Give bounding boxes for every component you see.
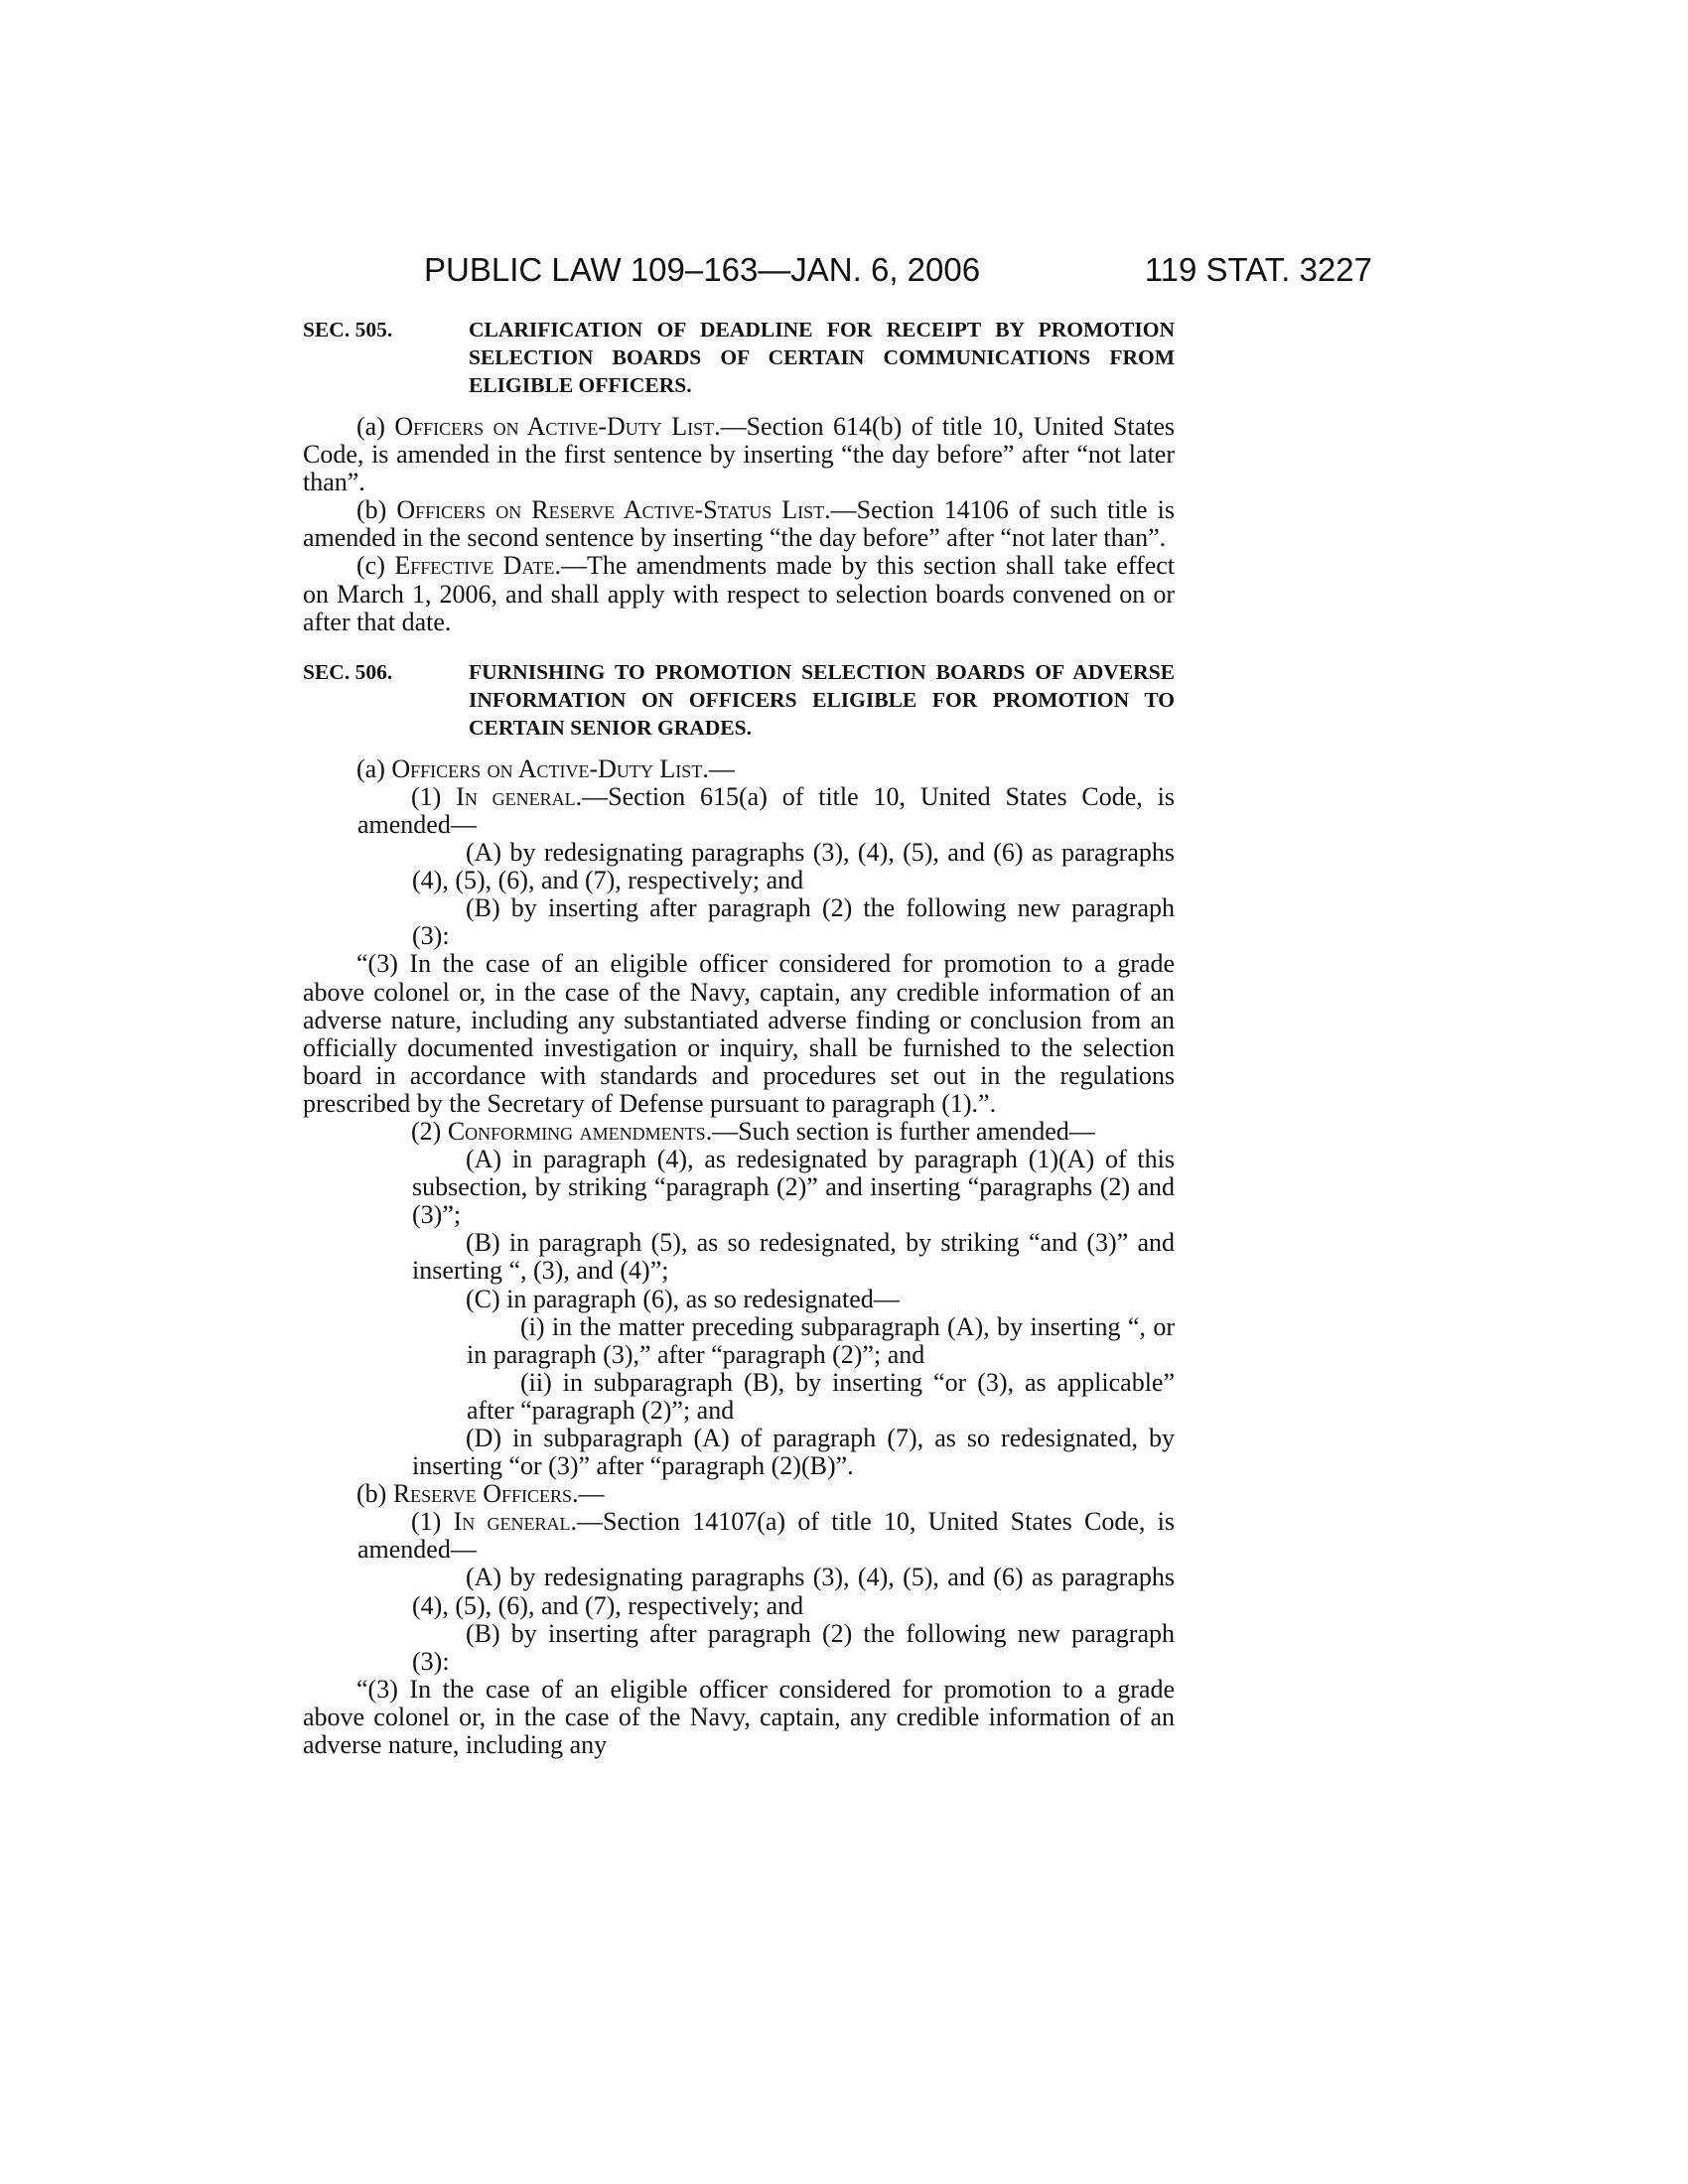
subsection-heading: Officers on Active-Duty List xyxy=(394,412,715,441)
clause-i: (i) in the matter preceding subparagraph (A), by inserting “, or in paragraph (3),” after “paragraph (2)”; and xyxy=(467,1311,1175,1369)
subsection-heading: Officers on Reserve Active-Status List xyxy=(396,495,825,525)
section-title: CLARIFICATION OF DEADLINE FOR RECEIPT BY PROMOTION SELECTION BOARDS OF CERTAIN COMMUNICATIONS FROM ELIGIBLE OFFICERS. xyxy=(469,318,1175,397)
paragraph-heading: In general xyxy=(456,781,576,811)
paragraph-heading: In general xyxy=(453,1507,571,1537)
subparagraph-B: (B) by inserting after paragraph (2) the following new paragraph (3): xyxy=(412,1618,1175,1676)
quoted-paragraph-3: “(3) In the case of an eligible officer considered for promotion to a grade above colonel or, in the case of the Navy, captain, any credible information of an adverse nature, including any xyxy=(303,1674,1175,1760)
statute-page-reference: 119 STAT. 3227 xyxy=(1144,251,1372,288)
subparagraph-C: (C) in paragraph (6), as so redesignated— xyxy=(466,1284,900,1313)
quoted-paragraph-3: “(3) In the case of an eligible officer considered for promotion to a grade above colonel or, in the case of the Navy, captain, any credible information of an adverse nature, including any substantiated adverse finding or conclusion from an officially documented investigation or inquiry, shall be furnished to the selection board in accordance with standards and procedures set out in the regulations prescribed by the Secretary of Defense pursuant to paragraph (1).”. xyxy=(303,949,1175,1118)
subsection-heading: Effective Date xyxy=(394,551,555,581)
subparagraph-A: (A) in paragraph (4), as redesignated by paragraph (1)(A) of this subsection, by striking “paragraph (2)” and inserting “paragraphs (2) and (3)”; xyxy=(412,1145,1175,1230)
subparagraph-B: (B) by inserting after paragraph (2) the following new paragraph (3): xyxy=(412,893,1175,951)
section-505-heading xyxy=(303,316,1175,399)
subparagraph-B: (B) in paragraph (5), as so redesignated, by striking “and (3)” and inserting “, (3), and (4)”; xyxy=(412,1228,1175,1286)
paragraph-2: (2) Conforming amendments.—Such section is further amended— xyxy=(411,1116,1095,1146)
subsection-c: (c) Effective Date.—The amendments made by this section shall take effect on March 1, 2006, and shall apply with respect to selection boards convened on or after that date. xyxy=(303,551,1175,636)
section-number: SEC. 506. xyxy=(303,659,393,684)
page-header xyxy=(298,251,1372,291)
subsection-b: (b) Officers on Reserve Active-Status List.—Section 14106 of such title is amended in the second sentence by inserting “the day before” after “not later than”. xyxy=(303,495,1175,553)
statute-body xyxy=(303,316,1175,1759)
section-number: SEC. 505. xyxy=(303,318,393,341)
clause-ii: (ii) in subparagraph (B), by inserting “or (3), as applicable” after “paragraph (2)”; and xyxy=(467,1367,1175,1425)
subsection-b: (b) Reserve Officers.— xyxy=(356,1479,605,1509)
subparagraph-A: (A) by redesignating paragraphs (3), (4), (5), and (6) as paragraphs (4), (5), (6), and (7), respectively; and xyxy=(412,1563,1175,1620)
section-title: FURNISHING TO PROMOTION SELECTION BOARDS OF ADVERSE INFORMATION ON OFFICERS ELIGIBLE FOR PROMOTION TO CERTAIN SENIOR GRADES. xyxy=(469,659,1175,740)
section-506-heading xyxy=(303,658,1175,742)
paragraph-1: (1) In general.—Section 615(a) of title 10, United States Code, is amended— xyxy=(357,781,1175,839)
paragraph-heading: Conforming amendments xyxy=(447,1116,706,1146)
subsection-heading: Officers on Active-Duty List xyxy=(391,753,703,783)
subparagraph-A: (A) by redesignating paragraphs (3), (4), (5), and (6) as paragraphs (4), (5), (6), and (7), respectively; and xyxy=(412,838,1175,895)
paragraph-1: (1) In general.—Section 14107(a) of title 10, United States Code, is amended— xyxy=(357,1507,1176,1565)
subsection-a: (a) Officers on Active-Duty List.—Section 614(b) of title 10, United States Code, is amended in the first sentence by inserting “the day before” after “not later than”. xyxy=(303,412,1176,497)
subsection-heading: Reserve Officers xyxy=(392,1479,573,1509)
subsection-a: (a) Officers on Active-Duty List.— xyxy=(356,753,735,783)
running-head-title: PUBLIC LAW 109–163—JAN. 6, 2006 xyxy=(424,251,981,288)
subparagraph-D: (D) in subparagraph (A) of paragraph (7), as so redesignated, by inserting “or (3)” after “paragraph (2)(B)”. xyxy=(412,1424,1175,1481)
